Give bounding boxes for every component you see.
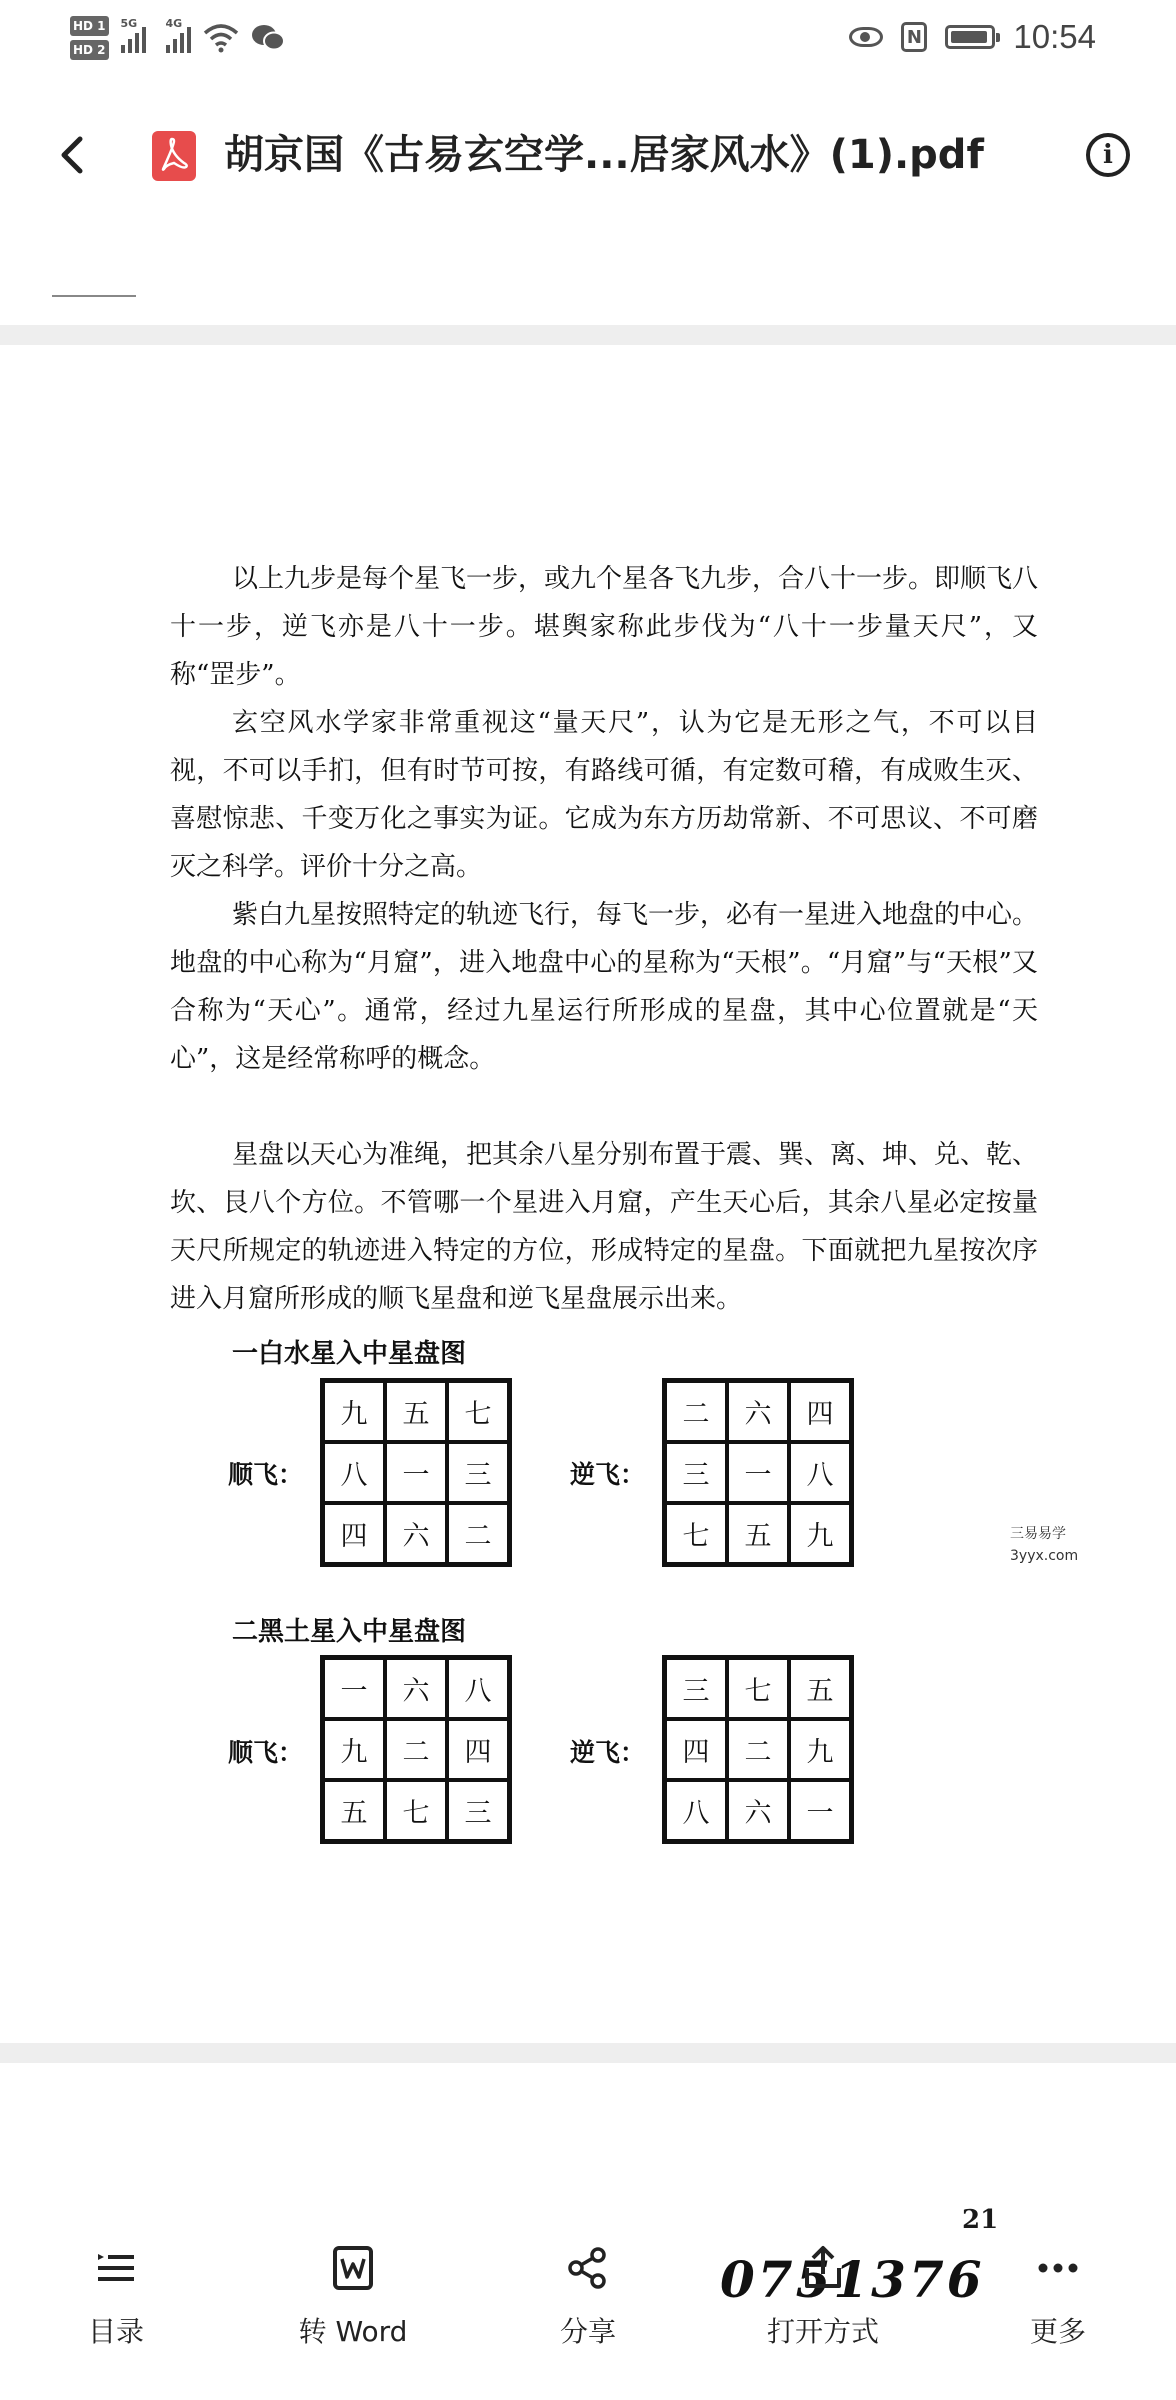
- clock: 10:54: [1013, 18, 1096, 55]
- status-left: [70, 8, 285, 68]
- signal-5g-icon: [120, 17, 146, 53]
- grid-cell: 九: [323, 1719, 385, 1780]
- page-divider: [0, 325, 1176, 345]
- grid-cell: 三: [447, 1780, 509, 1841]
- chart1-forward-grid: [320, 1378, 512, 1567]
- title-bar: [0, 105, 1176, 205]
- grid-cell: 一: [789, 1780, 851, 1841]
- watermark-line2: 3yyx.com: [1010, 1548, 1079, 1564]
- hd2-badge: HD 2: [70, 40, 109, 60]
- toolbar-share-button[interactable]: [488, 2230, 688, 2390]
- toolbar-label: 转 Word: [298, 2315, 408, 2348]
- grid-cell: 二: [727, 1719, 789, 1780]
- grid-cell: 八: [665, 1780, 727, 1841]
- info-icon[interactable]: i: [1086, 133, 1130, 177]
- hd1-badge: HD 1: [70, 16, 109, 36]
- grid-cell: 七: [665, 1503, 727, 1564]
- page-mark: [52, 295, 136, 297]
- nfc-icon: N: [901, 22, 927, 52]
- chart2-forward-label: 顺飞：: [228, 1738, 304, 1767]
- signal-4g-icon: [165, 17, 191, 53]
- chart2-forward-grid: [320, 1655, 512, 1844]
- pdf-icon: [152, 131, 196, 181]
- grid-cell: 八: [447, 1658, 509, 1719]
- chart2-reverse-label: 逆飞：: [570, 1738, 646, 1767]
- word-icon: [329, 2244, 377, 2292]
- grid-cell: 三: [447, 1442, 509, 1503]
- grid-cell: 二: [447, 1503, 509, 1564]
- grid-cell: 一: [385, 1442, 447, 1503]
- pdf-page: [0, 345, 1176, 2309]
- chart1-forward-label: 顺飞：: [228, 1460, 304, 1489]
- wechat-icon: [251, 23, 285, 53]
- wifi-icon: [203, 23, 239, 53]
- toolbar-label: 目录: [87, 2315, 144, 2348]
- page-number: 21: [962, 2205, 999, 2235]
- grid-cell: 五: [323, 1780, 385, 1841]
- paragraph-1: 以上九步是每个星飞一步，或九个星各飞九步，合八十一步。即顺飞八十一步，逆飞亦是八十一步。堪舆家称此步伐为“八十一步量天尺”，又称“罡步”。: [170, 564, 1039, 690]
- grid-cell: 一: [727, 1442, 789, 1503]
- toolbar-label: 更多: [1029, 2315, 1086, 2348]
- share-icon: [564, 2244, 612, 2292]
- paragraph-4: 星盘以天心为准绳，把其余八星分别布置于震、巽、离、坤、兑、乾、坎、艮八个方位。不管哪一个星进入月窟，产生天心后，其余八星必定按量天尺所规定的轨迹进入特定的方位，形成特定的星盘。下面就把九星按次序进入月窟所形成的顺飞星盘和逆飞星盘展示出来。: [170, 1140, 1039, 1314]
- grid-cell: 一: [323, 1658, 385, 1719]
- paragraph-2: 玄空风水学家非常重视这“量天尺”，认为它是无形之气，不可以目视，不可以手扪，但有时节可按，有路线可循，有定数可稽，有成败生灭、喜慰惊悲、千变万化之事实为证。它成为东方历劫常新、不可思议、不可磨灭之科学。评价十分之高。: [170, 708, 1038, 882]
- grid-cell: 四: [665, 1719, 727, 1780]
- grid-cell: 四: [789, 1381, 851, 1442]
- previous-page-edge: [0, 205, 1176, 325]
- hd-indicators: [70, 14, 109, 62]
- grid-cell: 三: [665, 1442, 727, 1503]
- eye-comfort-icon: [849, 27, 883, 47]
- signal-4g-tag: 4G: [165, 17, 183, 30]
- grid-cell: 五: [789, 1658, 851, 1719]
- toolbar-open-with-button[interactable]: [723, 2230, 923, 2390]
- status-bar: [0, 0, 1176, 70]
- grid-cell: 四: [323, 1503, 385, 1564]
- chart2-title: 二黑土星入中星盘图: [232, 1617, 467, 1647]
- bottom-toolbar: [0, 2230, 1176, 2400]
- grid-cell: 三: [665, 1658, 727, 1719]
- toolbar-label: 打开方式: [766, 2315, 879, 2348]
- grid-cell: 八: [323, 1442, 385, 1503]
- chart2-reverse-grid: [662, 1655, 854, 1844]
- grid-cell: 五: [385, 1381, 447, 1442]
- toolbar-more-button[interactable]: [958, 2230, 1158, 2390]
- grid-cell: 二: [385, 1719, 447, 1780]
- grid-cell: 七: [727, 1658, 789, 1719]
- watermark: [1010, 1523, 1078, 1567]
- battery-icon: [945, 25, 995, 49]
- toolbar-label: 分享: [559, 2315, 616, 2348]
- page-divider-bottom: [0, 2043, 1176, 2063]
- grid-cell: 五: [727, 1503, 789, 1564]
- list-icon: [92, 2244, 140, 2292]
- grid-cell: 七: [385, 1780, 447, 1841]
- grid-cell: 四: [447, 1719, 509, 1780]
- stamp-number: 0751376: [720, 2250, 985, 2309]
- grid-cell: 六: [385, 1503, 447, 1564]
- toolbar-contents-button[interactable]: [16, 2230, 216, 2390]
- document-title: 胡京国《古易玄空学...居家风水》(1).pdf: [224, 132, 984, 178]
- back-arrow-icon[interactable]: [48, 127, 98, 183]
- grid-cell: 九: [323, 1381, 385, 1442]
- chart1-title: 一白水星入中星盘图: [232, 1339, 467, 1369]
- watermark-line1: 三易易学: [1010, 1526, 1066, 1542]
- chart1-reverse-grid: [662, 1378, 854, 1567]
- paragraph-3: 紫白九星按照特定的轨迹飞行，每飞一步，必有一星进入地盘的中心。地盘的中心称为“月窟”，进入地盘中心的星称为“天根”。“月窟”与“天根”又合称为“天心”。通常，经过九星运行所形成的星盘，其中心位置就是“天心”，这是经常称呼的概念。: [170, 900, 1039, 1074]
- grid-cell: 六: [385, 1658, 447, 1719]
- signal-5g-tag: 5G: [120, 17, 138, 30]
- grid-cell: 六: [727, 1780, 789, 1841]
- grid-cell: 六: [727, 1381, 789, 1442]
- grid-cell: 二: [665, 1381, 727, 1442]
- grid-cell: 七: [447, 1381, 509, 1442]
- more-icon: [1034, 2244, 1082, 2292]
- grid-cell: 八: [789, 1442, 851, 1503]
- chart1-reverse-label: 逆飞：: [570, 1460, 646, 1489]
- grid-cell: 九: [789, 1719, 851, 1780]
- grid-cell: 九: [789, 1503, 851, 1564]
- status-right: [849, 12, 1096, 62]
- open-with-icon: [799, 2244, 847, 2292]
- toolbar-convert-word-button[interactable]: [253, 2230, 453, 2390]
